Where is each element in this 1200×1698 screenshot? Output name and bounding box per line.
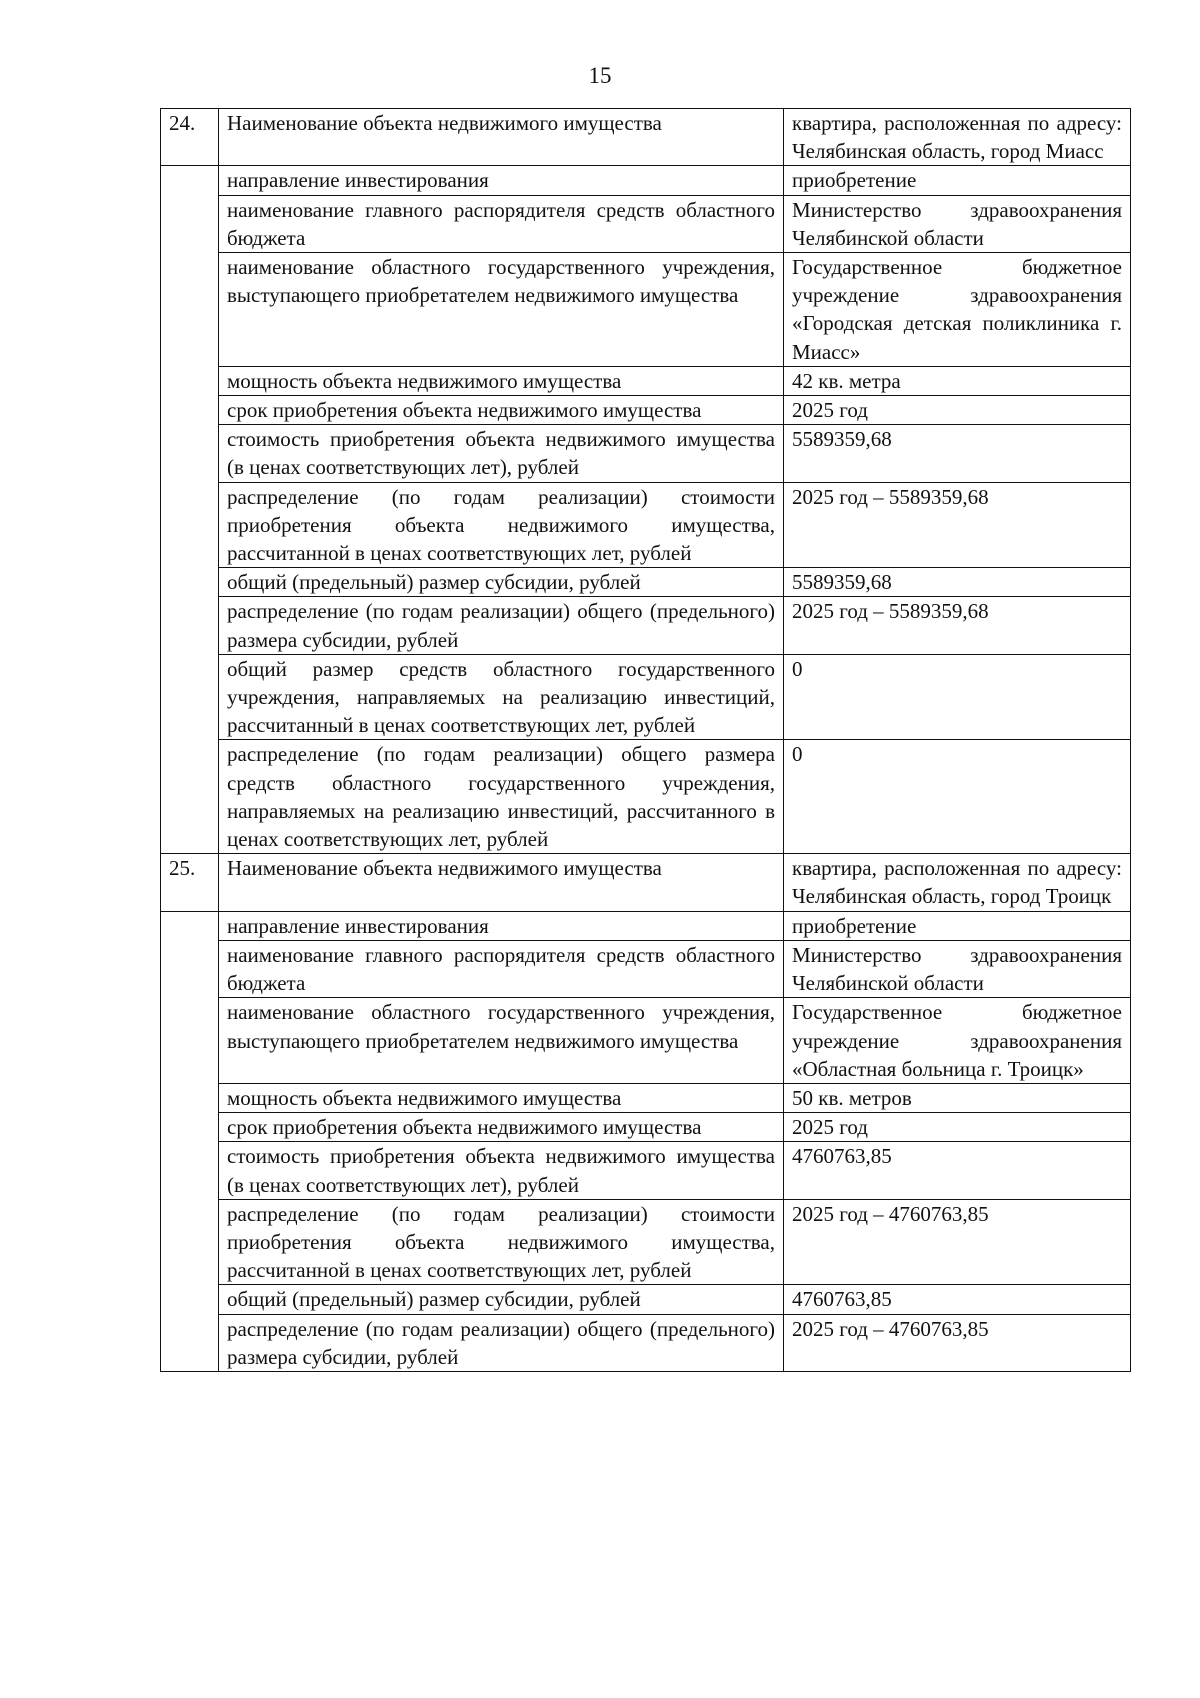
- item-number-continuation: [161, 1142, 219, 1199]
- row-label: мощность объекта недвижимого имущества: [219, 366, 784, 395]
- row-label: распределение (по годам реализации) стоимости приобретения объекта недвижимого имущества, рассчитанной в ценах соответствующих лет, рублей: [219, 1199, 784, 1285]
- row-label: общий (предельный) размер субсидии, рублей: [219, 568, 784, 597]
- item-number-continuation: [161, 482, 219, 568]
- row-value: 0: [784, 654, 1131, 740]
- table-row: [161, 109, 1131, 166]
- table-row: [161, 396, 1131, 425]
- row-value: приобретение: [784, 911, 1131, 940]
- row-label: стоимость приобретения объекта недвижимого имущества (в ценах соответствующих лет), рублей: [219, 425, 784, 482]
- table-row: [161, 911, 1131, 940]
- row-value: 50 кв. метров: [784, 1083, 1131, 1112]
- table-row: [161, 1199, 1131, 1285]
- item-number-continuation: [161, 1314, 219, 1371]
- item-number-continuation: [161, 195, 219, 252]
- row-label: распределение (по годам реализации) стоимости приобретения объекта недвижимого имущества, рассчитанной в ценах соответствующих лет, рублей: [219, 482, 784, 568]
- row-label: Наименование объекта недвижимого имущества: [219, 854, 784, 911]
- row-label: направление инвестирования: [219, 166, 784, 195]
- item-number-continuation: [161, 366, 219, 395]
- row-label: направление инвестирования: [219, 911, 784, 940]
- row-value: 2025 год: [784, 1113, 1131, 1142]
- item-number-continuation: [161, 425, 219, 482]
- table-row: [161, 1083, 1131, 1112]
- item-number: 25.: [161, 854, 219, 911]
- table-row: [161, 366, 1131, 395]
- row-value: квартира, расположенная по адресу: Челябинская область, город Миасс: [784, 109, 1131, 166]
- item-number-continuation: [161, 568, 219, 597]
- row-label: общий размер средств областного государственного учреждения, направляемых на реализацию инвестиций, рассчитанный в ценах соответствующих лет, рублей: [219, 654, 784, 740]
- table-row: [161, 195, 1131, 252]
- row-label: наименование главного распорядителя средств областного бюджета: [219, 195, 784, 252]
- table-row: [161, 654, 1131, 740]
- row-label: срок приобретения объекта недвижимого имущества: [219, 396, 784, 425]
- item-number-continuation: [161, 940, 219, 997]
- item-number-continuation: [161, 1083, 219, 1112]
- item-number-continuation: [161, 998, 219, 1084]
- item-number-continuation: [161, 740, 219, 854]
- table-row: [161, 597, 1131, 654]
- item-number-continuation: [161, 597, 219, 654]
- table-row: [161, 166, 1131, 195]
- table-row: [161, 998, 1131, 1084]
- item-number-continuation: [161, 1199, 219, 1285]
- row-value: 42 кв. метра: [784, 366, 1131, 395]
- table-row: [161, 1314, 1131, 1371]
- row-value: квартира, расположенная по адресу: Челябинская область, город Троицк: [784, 854, 1131, 911]
- row-label: стоимость приобретения объекта недвижимого имущества (в ценах соответствующих лет), рублей: [219, 1142, 784, 1199]
- table-row: [161, 425, 1131, 482]
- item-number-continuation: [161, 654, 219, 740]
- row-label: наименование главного распорядителя средств областного бюджета: [219, 940, 784, 997]
- row-value: Министерство здравоохранения Челябинской области: [784, 195, 1131, 252]
- row-value: 2025 год – 4760763,85: [784, 1199, 1131, 1285]
- row-value: Государственное бюджетное учреждение здравоохранения «Городская детская поликлиника г. Миасс»: [784, 253, 1131, 367]
- row-label: мощность объекта недвижимого имущества: [219, 1083, 784, 1112]
- row-label: распределение (по годам реализации) общего размера средств областного государственного учреждения, направляемых на реализацию инвестиций, рассчитанного в ценах соответствующих лет, рублей: [219, 740, 784, 854]
- row-value: Государственное бюджетное учреждение здравоохранения «Областная больница г. Троицк»: [784, 998, 1131, 1084]
- item-number: 24.: [161, 109, 219, 166]
- item-number-continuation: [161, 253, 219, 367]
- row-value: 5589359,68: [784, 568, 1131, 597]
- row-value: 5589359,68: [784, 425, 1131, 482]
- row-value: 4760763,85: [784, 1285, 1131, 1314]
- row-value: 2025 год – 5589359,68: [784, 482, 1131, 568]
- table-row: [161, 1113, 1131, 1142]
- table-row: [161, 253, 1131, 367]
- table-body: [161, 109, 1131, 1372]
- table-row: [161, 568, 1131, 597]
- row-label: распределение (по годам реализации) общего (предельного) размера субсидии, рублей: [219, 597, 784, 654]
- item-number-continuation: [161, 166, 219, 195]
- row-value: 4760763,85: [784, 1142, 1131, 1199]
- table-row: [161, 482, 1131, 568]
- row-value: 0: [784, 740, 1131, 854]
- page-number: 15: [588, 63, 612, 88]
- row-label: срок приобретения объекта недвижимого имущества: [219, 1113, 784, 1142]
- row-value: 2025 год – 4760763,85: [784, 1314, 1131, 1371]
- row-value: приобретение: [784, 166, 1131, 195]
- table-row: [161, 1285, 1131, 1314]
- row-label: наименование областного государственного учреждения, выступающего приобретателем недвижимого имущества: [219, 253, 784, 367]
- item-number-continuation: [161, 396, 219, 425]
- table-row: [161, 740, 1131, 854]
- investment-objects-table: [160, 108, 1131, 1372]
- table-row: [161, 854, 1131, 911]
- row-value: 2025 год: [784, 396, 1131, 425]
- item-number-continuation: [161, 1285, 219, 1314]
- table-row: [161, 940, 1131, 997]
- item-number-continuation: [161, 911, 219, 940]
- item-number-continuation: [161, 1113, 219, 1142]
- table-row: [161, 1142, 1131, 1199]
- row-label: общий (предельный) размер субсидии, рублей: [219, 1285, 784, 1314]
- row-value: Министерство здравоохранения Челябинской области: [784, 940, 1131, 997]
- row-label: Наименование объекта недвижимого имущества: [219, 109, 784, 166]
- row-value: 2025 год – 5589359,68: [784, 597, 1131, 654]
- row-label: наименование областного государственного учреждения, выступающего приобретателем недвижимого имущества: [219, 998, 784, 1084]
- row-label: распределение (по годам реализации) общего (предельного) размера субсидии, рублей: [219, 1314, 784, 1371]
